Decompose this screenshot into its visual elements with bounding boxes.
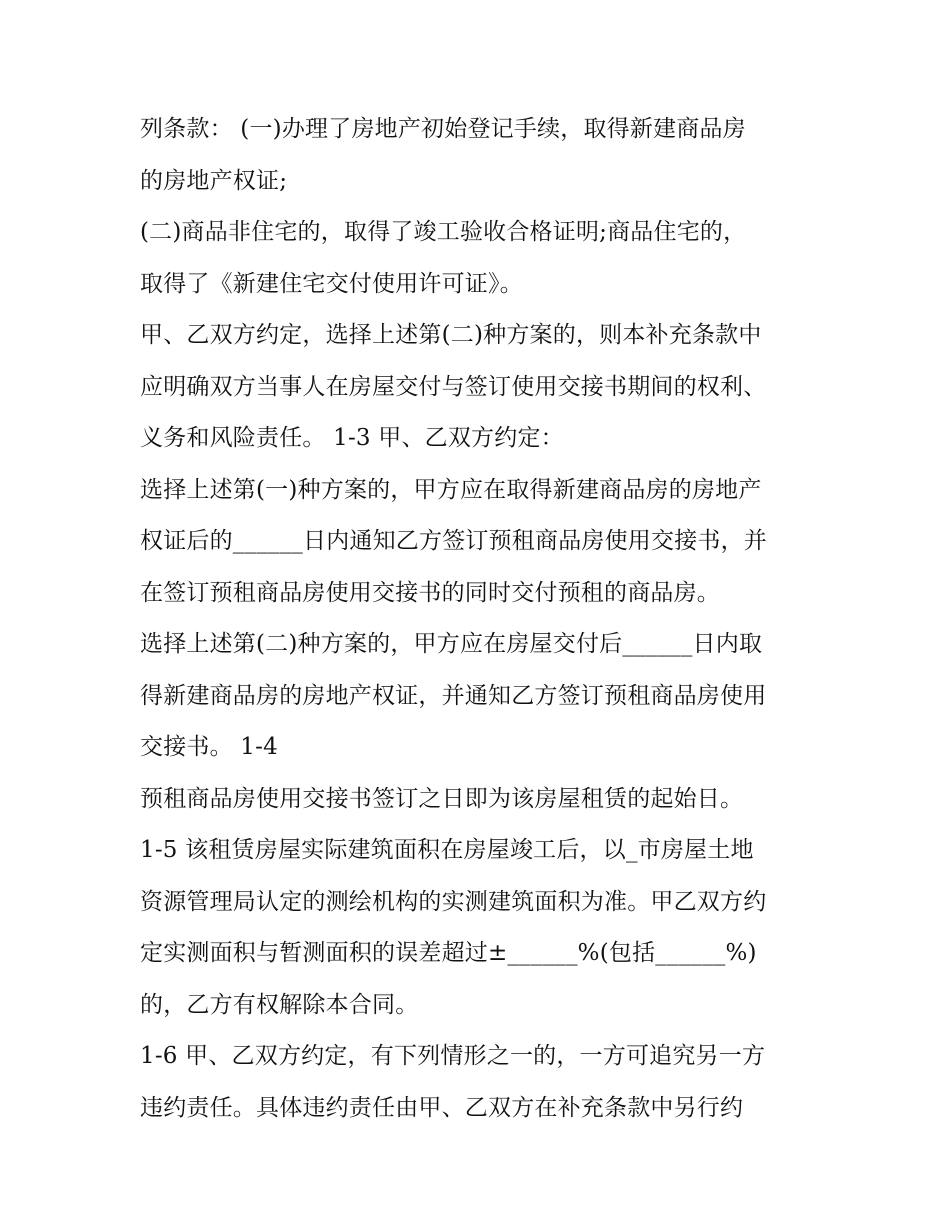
- text-line: 得新建商品房的房地产权证，并通知乙方签订预租商品房使用: [140, 682, 767, 709]
- text-line: 定实测面积与暂测面积的误差超过±______%(包括______%): [140, 940, 757, 966]
- text-line: 1-5 该租赁房屋实际建筑面积在房屋竣工后，以_市房屋土地: [140, 837, 754, 863]
- text-line: 权证后的______日内通知乙方签订预租商品房使用交接书，并: [140, 528, 767, 554]
- text-line: 的，乙方有权解除本合同。: [140, 991, 419, 1018]
- document-body: [140, 107, 820, 1137]
- text-line: 甲、乙双方约定，选择上述第(二)种方案的，则本补充条款中: [140, 322, 762, 348]
- text-line: 资源管理局认定的测绘机构的实测建筑面积为准。甲乙双方约: [140, 888, 767, 915]
- text-line: 在签订预租商品房使用交接书的同时交付预租的商品房。: [140, 579, 720, 606]
- text-line: (二)商品非住宅的，取得了竣工验收合格证明;商品住宅的，: [140, 219, 747, 245]
- text-line: 列条款： (一)办理了房地产初始登记手续，取得新建商品房: [140, 116, 746, 142]
- text-line: 取得了《新建住宅交付使用许可证》。: [140, 270, 523, 297]
- text-line: 选择上述第(二)种方案的，甲方应在房屋交付后______日内取: [140, 631, 763, 657]
- text-line: 1-6 甲、乙双方约定，有下列情形之一的，一方可追究另一方: [140, 1043, 766, 1069]
- text-line: 的房地产权证;: [140, 167, 288, 194]
- text-line: 交接书。 1-4: [140, 734, 278, 760]
- text-line: 选择上述第(一)种方案的，甲方应在取得新建商品房的房地产: [140, 476, 762, 503]
- text-line: 预租商品房使用交接书签订之日即为该房屋租赁的起始日。: [140, 785, 744, 812]
- text-line: 违约责任。具体违约责任由甲、乙双方在补充条款中另行约: [140, 1094, 744, 1121]
- text-line: 义务和风险责任。 1-3 甲、乙双方约定：: [140, 425, 564, 451]
- text-line: 应明确双方当事人在房屋交付与签订使用交接书期间的权利、: [140, 373, 767, 400]
